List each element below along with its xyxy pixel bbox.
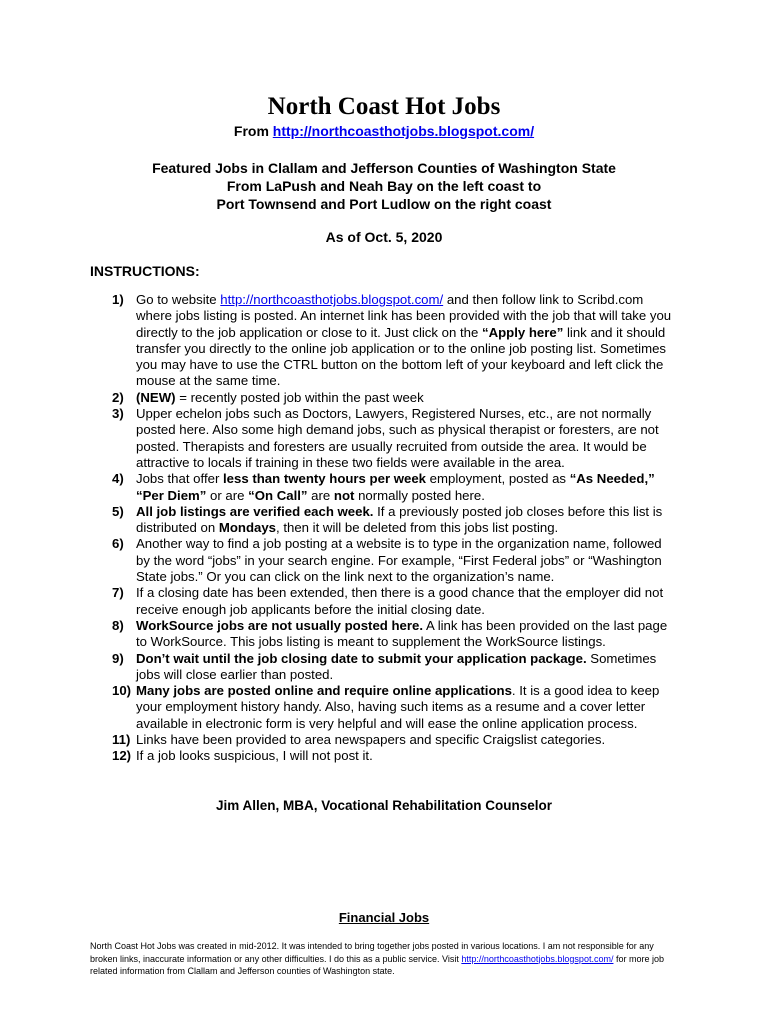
source-line [0,123,768,139]
instruction-number: 5) [112,503,124,519]
instruction-bold-text: “Apply here” [481,324,564,340]
instruction-bold-text: “On Call” [248,487,308,503]
footer-text: North Coast Hot Jobs was created in mid-2012. It was intended to bring together jobs posted in various locations. I am not responsible for any broken links, inaccurate information or any other difficulties. I do this as a public service. Visit [90,941,654,964]
instruction-item [112,504,672,537]
instruction-text: or are [206,487,249,503]
featured-line-2: From LaPush and Neah Bay on the left coast to [226,178,542,194]
instruction-item [112,390,672,406]
instruction-item [112,536,672,585]
instruction-text: = recently posted job within the past week [175,389,424,405]
instruction-number: 9) [112,650,124,666]
instruction-number: 12) [112,748,132,764]
instruction-text: are [307,487,334,503]
instruction-number: 6) [112,536,124,552]
instruction-number: 2) [112,389,124,405]
instruction-text: , then it will be deleted from this jobs list posting. [276,520,559,536]
instruction-bold-text: Many jobs are posted online and require online applications [136,683,512,699]
instruction-number: 4) [112,471,124,487]
instruction-text: If a previously posted job closes before this list is distributed on [136,503,663,536]
instruction-item [112,748,672,764]
instruction-number: 1) [112,292,124,307]
instruction-text: Links have been provided to area newspapers and specific Craigslist categories. [136,732,606,748]
featured-heading [0,159,768,213]
instruction-number: 3) [112,406,124,422]
instruction-item [112,585,672,618]
footer-note [90,940,680,978]
section-heading: Financial Jobs [338,910,430,925]
instruction-bold-text: All job listings are verified each week. [136,503,374,519]
instruction-bold-text: “As Needed,” “Per Diem” [136,471,655,503]
instruction-bold-text: less than twenty hours per week [223,471,427,487]
instruction-bold-text: Don’t wait until the job closing date to submit your application package. [136,650,587,666]
footer-text-end: for more job related information from Clallam and Jefferson counties of Washington state. [90,953,664,976]
instruction-text: Go to website [136,292,221,307]
instruction-item [112,651,672,684]
instructions-list [112,292,672,765]
instruction-number: 10) [112,683,132,699]
instruction-text: A link has been provided on the last page to WorkSource. This jobs listing is meant to supplement the WorkSource listings. [136,617,668,650]
instruction-item [112,292,672,390]
featured-line-1: Featured Jobs in Clallam and Jefferson Counties of Washington State [152,160,616,176]
instruction-text: link and it should transfer you directly to the online job application or to the online job posting list. Sometimes you may have to use the CTRL button on the bottom left of your keyboard and left click the mouse at the same time. [136,324,666,389]
document-title: North Coast Hot Jobs [267,93,501,120]
instruction-text: and then follow link to Scribd.com where jobs listing is posted. An internet link has been provided with the job that will take you directly to the job application or close to it. Just click on the [136,292,672,340]
instruction-bold-text: (NEW) [136,389,176,405]
instruction-text: Another way to find a job posting at a website is to type in the organization name, followed by the word “jobs” in your search engine. For example, “First Federal jobs” or “Washington State jobs.” Or you can click on the link next to the organization’s name. [136,536,662,585]
instruction-bold-text: Mondays [218,520,276,536]
instruction-text: Jobs that offer [136,471,223,487]
instructions-heading: INSTRUCTIONS: [90,263,200,279]
instruction-number: 8) [112,617,124,633]
instruction-text: If a closing date has been extended, then there is a good chance that the employer did not receive enough job applicants before the initial closing date. [136,585,664,617]
instruction-number: 7) [112,585,124,601]
featured-line-3: Port Townsend and Port Ludlow on the right coast [216,196,552,212]
instruction-text: employment, posted as [426,471,570,487]
as-of-date: As of Oct. 5, 2020 [325,229,443,245]
instruction-text: If a job looks suspicious, I will not post it. [136,748,373,764]
blog-link[interactable]: http://northcoasthotjobs.blogspot.com/ [272,123,535,139]
instruction-text: . It is a good idea to keep your employment history handy. Also, having such items as a resume and a cover letter available in electronic form is very helpful and will ease the online application process. [136,683,660,731]
signature: Jim Allen, MBA, Vocational Rehabilitation Counselor [215,798,553,813]
instruction-item [112,406,672,471]
instruction-text: Sometimes jobs will close earlier than posted. [136,650,657,682]
instruction-item [112,683,672,732]
instruction-item [112,732,672,748]
instruction-text: Upper echelon jobs such as Doctors, Lawyers, Registered Nurses, etc., are not normally posted here. Also some high demand jobs, such as physical therapist or foresters, are not posted. Therapists and foresters are usually recruited from outside the area. It would be attractive to locals if training in these two fields were available in the area. [136,406,659,470]
instruction-item [112,618,672,651]
footer-blog-link[interactable]: http://northcoasthotjobs.blogspot.com/ [461,953,614,964]
from-label: From [233,123,269,139]
instruction-number: 11) [112,732,131,748]
instruction-text: normally posted here. [354,487,485,503]
instruction-item [112,471,672,504]
instruction-link[interactable]: http://northcoasthotjobs.blogspot.com/ [220,292,444,307]
instruction-bold-text: WorkSource jobs are not usually posted here. [136,617,424,633]
instruction-bold-text: not [333,487,355,503]
